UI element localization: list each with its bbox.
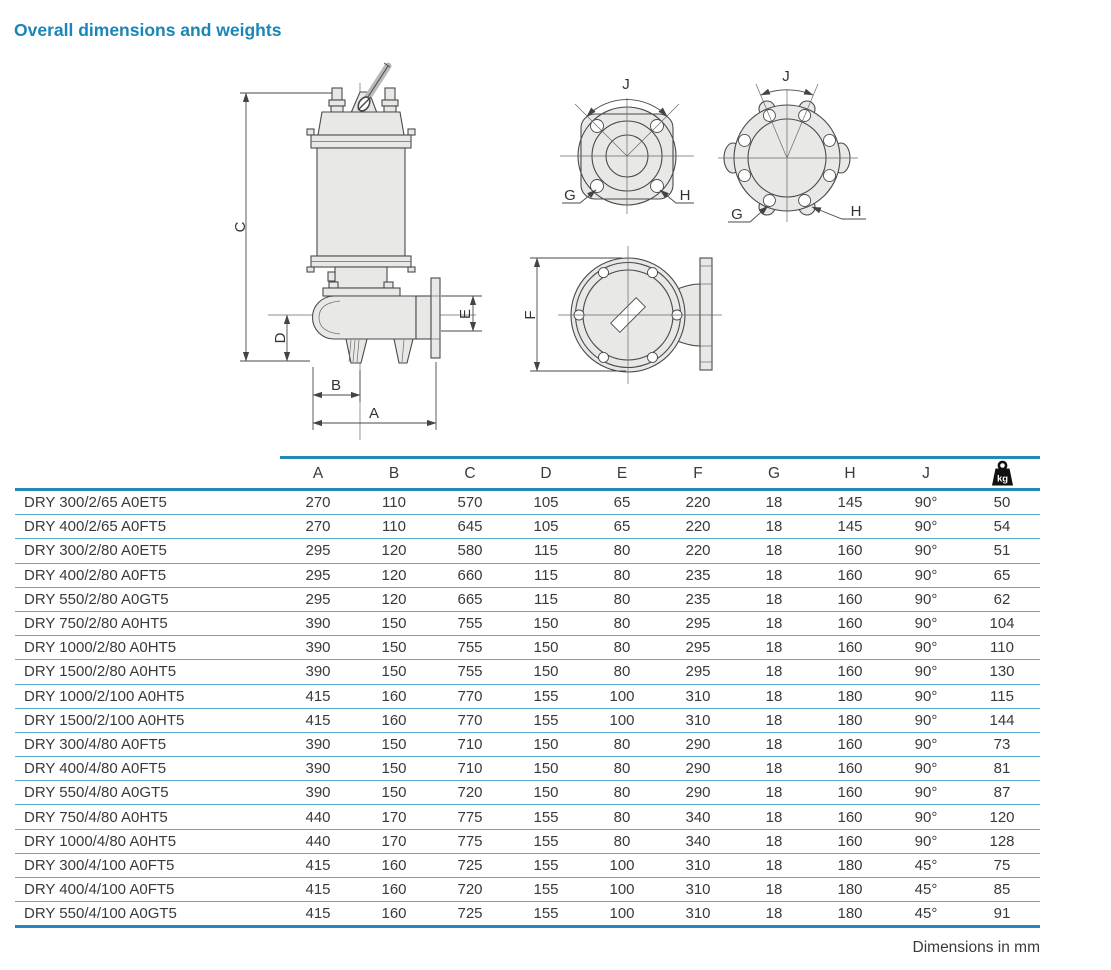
page-title: Overall dimensions and weights — [14, 20, 282, 40]
model-cell: DRY 750/2/80 A0HT5 — [15, 611, 280, 635]
value-cell: 18 — [736, 611, 812, 635]
value-cell: 725 — [432, 902, 508, 927]
value-cell: 100 — [584, 853, 660, 877]
value-cell: 310 — [660, 708, 736, 732]
value-cell: 80 — [584, 539, 660, 563]
value-cell: 770 — [432, 708, 508, 732]
value-cell: 150 — [356, 660, 432, 684]
value-cell: 150 — [508, 636, 584, 660]
value-cell: 155 — [508, 902, 584, 927]
value-cell: 415 — [280, 708, 356, 732]
table-row — [15, 490, 1040, 515]
column-header-h: H — [812, 458, 888, 490]
value-cell: 295 — [280, 563, 356, 587]
value-cell: 85 — [964, 878, 1040, 902]
model-cell: DRY 750/4/80 A0HT5 — [15, 805, 280, 829]
value-cell: 155 — [508, 853, 584, 877]
value-cell: 18 — [736, 781, 812, 805]
dim-label-j-90: J — [622, 76, 630, 93]
model-column-header — [15, 458, 280, 490]
value-cell: 81 — [964, 757, 1040, 781]
table-row — [15, 781, 1040, 805]
value-cell: 160 — [812, 732, 888, 756]
model-cell: DRY 550/4/80 A0GT5 — [15, 781, 280, 805]
value-cell: 665 — [432, 587, 508, 611]
value-cell: 50 — [964, 490, 1040, 515]
value-cell: 160 — [356, 878, 432, 902]
value-cell: 390 — [280, 611, 356, 635]
value-cell: 120 — [356, 563, 432, 587]
column-header-g: G — [736, 458, 812, 490]
model-cell: DRY 1000/4/80 A0HT5 — [15, 829, 280, 853]
value-cell: 415 — [280, 878, 356, 902]
model-cell: DRY 300/2/80 A0ET5 — [15, 539, 280, 563]
value-cell: 180 — [812, 708, 888, 732]
dim-label-g-45: G — [731, 206, 743, 223]
value-cell: 295 — [660, 636, 736, 660]
value-cell: 18 — [736, 708, 812, 732]
cable-gland-right — [382, 88, 398, 112]
kg-weight-icon — [964, 460, 1040, 487]
value-cell: 120 — [964, 805, 1040, 829]
value-cell: 160 — [356, 902, 432, 927]
bolt-slot — [591, 180, 604, 193]
table-row — [15, 708, 1040, 732]
value-cell: 100 — [584, 902, 660, 927]
value-cell: 160 — [356, 684, 432, 708]
value-cell: 18 — [736, 490, 812, 515]
value-cell: 160 — [812, 829, 888, 853]
model-cell: DRY 400/2/65 A0FT5 — [15, 515, 280, 539]
bolt-slot — [824, 170, 836, 182]
table-row — [15, 539, 1040, 563]
value-cell: 775 — [432, 805, 508, 829]
value-cell: 720 — [432, 878, 508, 902]
flange-45-view — [718, 68, 866, 223]
value-cell: 160 — [356, 853, 432, 877]
pump-dimension-drawing — [0, 50, 1111, 450]
flange-90-view — [560, 76, 694, 214]
value-cell: 150 — [508, 611, 584, 635]
value-cell: 90° — [888, 660, 964, 684]
value-cell: 160 — [812, 757, 888, 781]
table-row — [15, 829, 1040, 853]
value-cell: 710 — [432, 757, 508, 781]
dim-label-e: E — [457, 308, 474, 320]
value-cell: 295 — [280, 587, 356, 611]
bolt-hole — [648, 352, 658, 362]
value-cell: 150 — [356, 611, 432, 635]
value-cell: 115 — [964, 684, 1040, 708]
value-cell: 270 — [280, 515, 356, 539]
value-cell: 45° — [888, 878, 964, 902]
table-row — [15, 902, 1040, 927]
dimensions-unit-note: Dimensions in mm — [912, 939, 1040, 956]
table-row — [15, 684, 1040, 708]
value-cell: 170 — [356, 829, 432, 853]
value-cell: 104 — [964, 611, 1040, 635]
value-cell: 340 — [660, 805, 736, 829]
value-cell: 100 — [584, 684, 660, 708]
value-cell: 144 — [964, 708, 1040, 732]
value-cell: 295 — [280, 539, 356, 563]
value-cell: 54 — [964, 515, 1040, 539]
value-cell: 128 — [964, 829, 1040, 853]
value-cell: 90° — [888, 539, 964, 563]
svg-text:kg: kg — [996, 473, 1008, 485]
value-cell: 310 — [660, 878, 736, 902]
technical-drawings — [0, 50, 1111, 450]
value-cell: 220 — [660, 515, 736, 539]
dim-label-f: F — [522, 310, 539, 320]
value-cell: 390 — [280, 636, 356, 660]
value-cell: 18 — [736, 878, 812, 902]
value-cell: 18 — [736, 539, 812, 563]
value-cell: 440 — [280, 805, 356, 829]
model-cell: DRY 300/2/65 A0ET5 — [15, 490, 280, 515]
value-cell: 160 — [812, 805, 888, 829]
value-cell: 51 — [964, 539, 1040, 563]
value-cell: 170 — [356, 805, 432, 829]
value-cell: 295 — [660, 611, 736, 635]
value-cell: 18 — [736, 853, 812, 877]
column-header-b: B — [356, 458, 432, 490]
value-cell: 580 — [432, 539, 508, 563]
value-cell: 390 — [280, 781, 356, 805]
model-cell: DRY 1000/2/100 A0HT5 — [15, 684, 280, 708]
value-cell: 100 — [584, 708, 660, 732]
value-cell: 160 — [812, 539, 888, 563]
model-cell: DRY 1500/2/80 A0HT5 — [15, 660, 280, 684]
model-cell: DRY 1500/2/100 A0HT5 — [15, 708, 280, 732]
table-header — [15, 458, 1040, 490]
column-header-a: A — [280, 458, 356, 490]
value-cell: 80 — [584, 781, 660, 805]
value-cell: 90° — [888, 684, 964, 708]
value-cell: 180 — [812, 853, 888, 877]
value-cell: 110 — [356, 490, 432, 515]
value-cell: 90° — [888, 829, 964, 853]
table-body — [15, 490, 1040, 927]
value-cell: 180 — [812, 878, 888, 902]
value-cell: 340 — [660, 829, 736, 853]
bolt-hole — [648, 268, 658, 278]
table-row — [15, 732, 1040, 756]
value-cell: 45° — [888, 853, 964, 877]
value-cell: 180 — [812, 684, 888, 708]
value-cell: 90° — [888, 708, 964, 732]
value-cell: 115 — [508, 563, 584, 587]
value-cell: 80 — [584, 660, 660, 684]
value-cell: 110 — [964, 636, 1040, 660]
dim-label-b: B — [330, 377, 342, 394]
value-cell: 130 — [964, 660, 1040, 684]
value-cell: 90° — [888, 732, 964, 756]
weight-column-header — [964, 458, 1040, 490]
dim-label-c: C — [232, 221, 249, 233]
value-cell: 18 — [736, 587, 812, 611]
value-cell: 18 — [736, 684, 812, 708]
dim-label-g-90: G — [564, 187, 576, 204]
value-cell: 180 — [812, 902, 888, 927]
value-cell: 75 — [964, 853, 1040, 877]
value-cell: 115 — [508, 587, 584, 611]
value-cell: 110 — [356, 515, 432, 539]
value-cell: 80 — [584, 587, 660, 611]
table-row — [15, 611, 1040, 635]
value-cell: 90° — [888, 636, 964, 660]
column-header-f: F — [660, 458, 736, 490]
value-cell: 90° — [888, 563, 964, 587]
value-cell: 155 — [508, 684, 584, 708]
value-cell: 18 — [736, 563, 812, 587]
model-cell: DRY 400/4/100 A0FT5 — [15, 878, 280, 902]
value-cell: 150 — [356, 732, 432, 756]
model-cell: DRY 300/4/100 A0FT5 — [15, 853, 280, 877]
bolt-slot — [824, 134, 836, 146]
model-cell: DRY 550/4/100 A0GT5 — [15, 902, 280, 927]
value-cell: 645 — [432, 515, 508, 539]
bolt-slot — [739, 134, 751, 146]
value-cell: 65 — [584, 515, 660, 539]
table-row — [15, 805, 1040, 829]
dim-label-j-45: J — [782, 68, 790, 85]
value-cell: 720 — [432, 781, 508, 805]
value-cell: 160 — [812, 587, 888, 611]
value-cell: 18 — [736, 515, 812, 539]
column-header-e: E — [584, 458, 660, 490]
dimensions-table — [15, 456, 1040, 928]
cable-gland-left — [329, 88, 345, 112]
value-cell: 80 — [584, 636, 660, 660]
value-cell: 87 — [964, 781, 1040, 805]
model-cell: DRY 550/2/80 A0GT5 — [15, 587, 280, 611]
dim-label-a: A — [368, 405, 380, 422]
model-cell: DRY 1000/2/80 A0HT5 — [15, 636, 280, 660]
value-cell: 415 — [280, 902, 356, 927]
model-cell: DRY 400/4/80 A0FT5 — [15, 757, 280, 781]
value-cell: 65 — [584, 490, 660, 515]
value-cell: 390 — [280, 732, 356, 756]
value-cell: 160 — [812, 660, 888, 684]
value-cell: 155 — [508, 708, 584, 732]
value-cell: 155 — [508, 878, 584, 902]
value-cell: 90° — [888, 805, 964, 829]
value-cell: 18 — [736, 732, 812, 756]
value-cell: 415 — [280, 684, 356, 708]
value-cell: 150 — [356, 636, 432, 660]
table-row — [15, 515, 1040, 539]
table-row — [15, 563, 1040, 587]
model-cell: DRY 300/4/80 A0FT5 — [15, 732, 280, 756]
value-cell: 90° — [888, 611, 964, 635]
value-cell: 770 — [432, 684, 508, 708]
value-cell: 390 — [280, 757, 356, 781]
bolt-slot — [739, 170, 751, 182]
value-cell: 145 — [812, 515, 888, 539]
value-cell: 725 — [432, 853, 508, 877]
value-cell: 220 — [660, 539, 736, 563]
value-cell: 73 — [964, 732, 1040, 756]
table-row — [15, 853, 1040, 877]
model-cell: DRY 400/2/80 A0FT5 — [15, 563, 280, 587]
value-cell: 18 — [736, 805, 812, 829]
value-cell: 150 — [356, 757, 432, 781]
column-header-d: D — [508, 458, 584, 490]
value-cell: 120 — [356, 587, 432, 611]
value-cell: 80 — [584, 563, 660, 587]
value-cell: 105 — [508, 490, 584, 515]
value-cell: 390 — [280, 660, 356, 684]
bolt-slot — [763, 195, 775, 207]
table-header-row — [15, 458, 1040, 490]
value-cell: 18 — [736, 636, 812, 660]
value-cell: 145 — [812, 490, 888, 515]
value-cell: 310 — [660, 684, 736, 708]
value-cell: 18 — [736, 757, 812, 781]
value-cell: 18 — [736, 829, 812, 853]
table-row — [15, 587, 1040, 611]
value-cell: 62 — [964, 587, 1040, 611]
dim-label-h-90: H — [679, 187, 691, 204]
value-cell: 80 — [584, 611, 660, 635]
value-cell: 80 — [584, 829, 660, 853]
value-cell: 150 — [508, 757, 584, 781]
value-cell: 755 — [432, 636, 508, 660]
value-cell: 310 — [660, 853, 736, 877]
value-cell: 660 — [432, 563, 508, 587]
value-cell: 160 — [812, 781, 888, 805]
value-cell: 755 — [432, 660, 508, 684]
value-cell: 90° — [888, 490, 964, 515]
value-cell: 295 — [660, 660, 736, 684]
value-cell: 120 — [356, 539, 432, 563]
value-cell: 160 — [356, 708, 432, 732]
value-cell: 150 — [508, 732, 584, 756]
value-cell: 775 — [432, 829, 508, 853]
value-cell: 440 — [280, 829, 356, 853]
column-header-c: C — [432, 458, 508, 490]
value-cell: 80 — [584, 805, 660, 829]
value-cell: 90° — [888, 757, 964, 781]
bolt-hole — [599, 268, 609, 278]
value-cell: 80 — [584, 757, 660, 781]
value-cell: 155 — [508, 805, 584, 829]
table-row — [15, 660, 1040, 684]
value-cell: 100 — [584, 878, 660, 902]
bolt-slot — [799, 195, 811, 207]
value-cell: 18 — [736, 902, 812, 927]
value-cell: 755 — [432, 611, 508, 635]
value-cell: 290 — [660, 757, 736, 781]
value-cell: 155 — [508, 829, 584, 853]
table-row — [15, 878, 1040, 902]
value-cell: 235 — [660, 563, 736, 587]
value-cell: 235 — [660, 587, 736, 611]
value-cell: 80 — [584, 732, 660, 756]
value-cell: 90° — [888, 515, 964, 539]
dim-label-d: D — [272, 332, 289, 344]
value-cell: 160 — [812, 563, 888, 587]
dim-label-h-45: H — [850, 203, 862, 220]
value-cell: 160 — [812, 636, 888, 660]
value-cell: 570 — [432, 490, 508, 515]
value-cell: 710 — [432, 732, 508, 756]
value-cell: 65 — [964, 563, 1040, 587]
value-cell: 310 — [660, 902, 736, 927]
value-cell: 150 — [356, 781, 432, 805]
value-cell: 270 — [280, 490, 356, 515]
value-cell: 160 — [812, 611, 888, 635]
value-cell: 105 — [508, 515, 584, 539]
value-cell: 150 — [508, 781, 584, 805]
value-cell: 415 — [280, 853, 356, 877]
column-header-j: J — [888, 458, 964, 490]
front-view-drawing — [232, 63, 482, 440]
value-cell: 91 — [964, 902, 1040, 927]
value-cell: 90° — [888, 781, 964, 805]
volute-side-view — [522, 246, 722, 384]
table-row — [15, 757, 1040, 781]
value-cell: 220 — [660, 490, 736, 515]
value-cell: 90° — [888, 587, 964, 611]
bolt-slot — [651, 180, 664, 193]
value-cell: 115 — [508, 539, 584, 563]
value-cell: 290 — [660, 781, 736, 805]
value-cell: 18 — [736, 660, 812, 684]
table-row — [15, 636, 1040, 660]
value-cell: 45° — [888, 902, 964, 927]
bolt-hole — [599, 352, 609, 362]
value-cell: 150 — [508, 660, 584, 684]
value-cell: 290 — [660, 732, 736, 756]
